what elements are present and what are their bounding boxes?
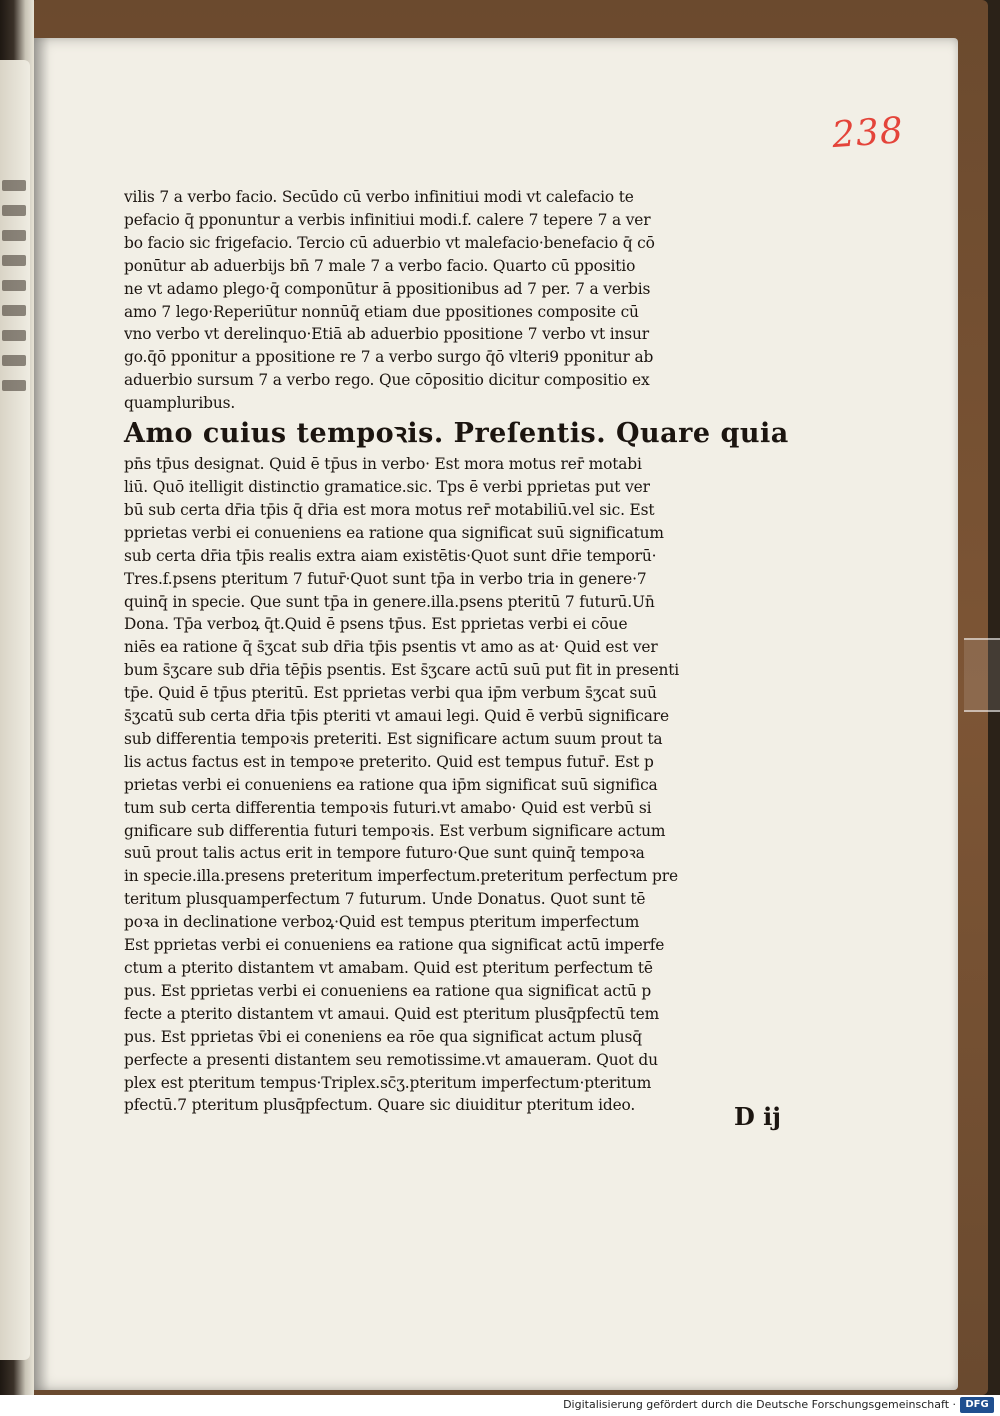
text-line: in specie.illa.presens preteritum imperfectum.preteritum perfectum pre	[124, 867, 678, 886]
previous-page-text-fragment	[2, 330, 26, 341]
text-line: teritum plusquamperfectum 7 futurum. Unde Donatus. Quot sunt tē	[124, 890, 646, 909]
previous-page-text-fragment	[2, 380, 26, 391]
text-line: bum s̄ʒcare sub dr̄ia tēp̄is psentis. Est s̄ʒcare actū suū put fit in presenti	[124, 661, 680, 680]
previous-page-text-fragment	[2, 305, 26, 316]
text-line: prietas verbi ei conueniens ea ratione qua ip̄m significat suū significa	[124, 775, 658, 794]
page-clip	[964, 638, 1000, 712]
text-line: tp̄e. Quid ē tp̄us pteritū. Est pprietas verbi qua ip̄m verbum s̄ʒcat suū	[124, 684, 657, 703]
text-line: sub differentia tempoꝛis preteriti. Est significare actum suum prout ta	[124, 729, 663, 748]
text-line: ctum a pterito distantem vt amabam. Quid est pteritum perfectum tē	[124, 959, 653, 977]
text-line: pus. Est pprietas verbi ei conueniens ea ratione qua significat actū p	[124, 981, 652, 1000]
previous-page-text-fragment	[2, 230, 26, 241]
signature-mark: D ij	[734, 1102, 781, 1131]
text-line: pus. Est pprietas v̄bi ei coneniens ea rōe qua significat actum plusq̄	[124, 1027, 642, 1046]
section-heading: Amo cuius tempoꝛis. Preſentis. Quare quia	[124, 418, 789, 450]
text-line: gnificare sub differentia futuri tempoꝛis. Est verbum significare actum	[124, 821, 666, 840]
text-line: vno verbo vt derelinquo·Etiā ab aduerbio ppositione 7 verbo vt insur	[124, 325, 649, 344]
text-line: quinq̄ in specie. Que sunt tp̄a in genere.illa.psens pteritū 7 futurū.Un̄	[124, 592, 655, 611]
text-line: pn̄s tp̄us designat. Quid ē tp̄us in verbo· Est mora motus rer̄ motabi	[124, 455, 642, 474]
previous-page-text-fragment	[2, 255, 26, 266]
previous-page-edge	[0, 60, 30, 1360]
text-line: Est pprietas verbi ei conueniens ea ratione qua significat actū imperfe	[124, 936, 665, 955]
text-line: tum sub certa differentia tempoꝛis futuri.vt amabo· Quid est verbū si	[124, 798, 652, 817]
text-line: lis actus factus est in tempoꝛe preterito. Quid est tempus futur̄. Est p	[124, 752, 654, 771]
text-line: pefacio q̄ pponuntur a verbis infinitiui modi.f. calere 7 tepere 7 a ver	[124, 210, 651, 229]
text-line: poꝛa in declinatione verboꝝ·Quid est tempus pteritum imperfectum	[124, 913, 640, 932]
text-line: pprietas verbi ei conueniens ea ratione qua significat suū significatum	[124, 523, 664, 542]
text-line: bū sub certa dr̄ia tp̄is q̄ dr̄ia est mora motus rer̄ motabiliū.vel sic. Est	[124, 500, 655, 519]
folio-number: 238	[830, 110, 906, 157]
text-line: vilis 7 a verbo facio. Secūdo cū verbo infinitiui modi vt calefacio te	[124, 188, 634, 206]
text-line: pfectū.7 pteritum plusq̄pfectum. Quare sic diuiditur pteritum ideo.	[124, 1096, 636, 1115]
text-line: amo 7 lego·Reperiūtur nonnūq̄ etiam due ppositiones composite cū	[124, 302, 639, 321]
printed-text-block	[124, 186, 792, 1117]
funding-credit: Digitalisierung gefördert durch die Deutsche Forschungsgemeinschaft ·	[563, 1398, 956, 1411]
text-line: suū prout talis actus erit in tempore futuro·Que sunt quinq̄ tempoꝛa	[124, 844, 645, 863]
previous-page-text-fragment	[2, 180, 26, 191]
text-line: plex est pteritum tempus·Triplex.sc̄ʒ.pteritum imperfectum·pteritum	[124, 1073, 652, 1092]
text-line: fecte a pterito distantem vt amaui. Quid est pteritum plusq̄pfectū tem	[124, 1004, 660, 1023]
digitization-footer	[0, 1395, 1000, 1416]
text-line: bo facio sic frigefacio. Tercio cū aduerbio vt malefacio·benefacio q̄ cō	[124, 233, 655, 252]
previous-page-text-fragment	[2, 280, 26, 291]
text-line: ne vt adamo plego·q̄ componūtur ā ppositionibus ad 7 per. 7 a verbis	[124, 279, 651, 298]
text-line: Tres.f.psens pteritum 7 futur̄·Quot sunt tp̄a in verbo tria in genere·7	[124, 569, 647, 588]
text-line: sub certa dr̄ia tp̄is realis extra aiam existētis·Quot sunt dr̄ie temporū·	[124, 546, 657, 565]
previous-page-text-fragment	[2, 355, 26, 366]
previous-page-text-fragment	[2, 205, 26, 216]
text-line: perfecte a presenti distantem seu remotissime.vt amaueram. Quot du	[124, 1050, 658, 1069]
text-line: quampluribus.	[124, 394, 236, 413]
text-line: ponūtur ab aduerbijs bn̄ 7 male 7 a verbo facio. Quarto cū ppositio	[124, 256, 636, 275]
text-line: aduerbio sursum 7 a verbo rego. Que cōpositio dicitur compositio ex	[124, 371, 650, 390]
dfg-logo: DFG	[960, 1397, 994, 1413]
text-line: niēs ea ratione q̄ s̄ʒcat sub dr̄ia tp̄is psentis vt amo as at· Quid est ver	[124, 638, 658, 657]
text-line: Dona. Tp̄a verboꝝ q̄t.Quid ē psens tp̄us. Est pprietas verbi ei cōue	[124, 615, 628, 634]
text-line: go.q̄ō pponitur a ppositione re 7 a verbo surgo q̄ō vlteri9 pponitur ab	[124, 348, 654, 367]
text-line: s̄ʒcatū sub certa dr̄ia tp̄is pteriti vt amaui legi. Quid ē verbū significare	[124, 707, 669, 726]
text-line: liū. Quō itelligit distinctio gramatice.sic. Tps ē verbi pprietas put ver	[124, 477, 650, 496]
